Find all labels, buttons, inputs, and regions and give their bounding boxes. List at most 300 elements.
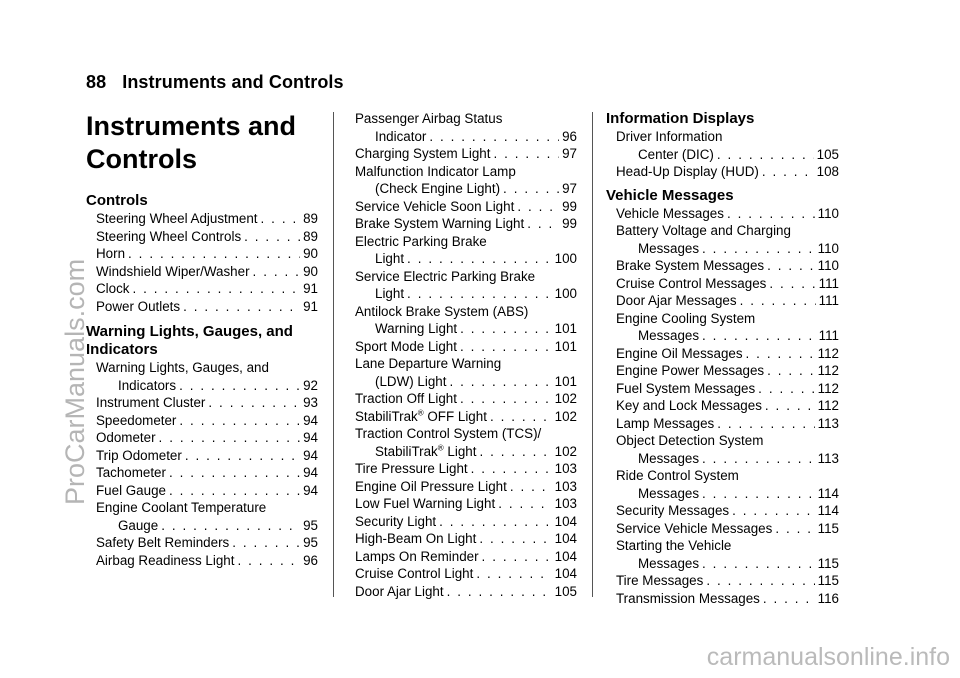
toc-entry-title-text: Indicator bbox=[375, 128, 427, 144]
toc-entry-title-text: Messages bbox=[638, 450, 700, 466]
toc-entry-title bbox=[355, 390, 457, 408]
toc-page-number: 105 bbox=[816, 146, 839, 162]
toc-page-number: 112 bbox=[817, 398, 839, 413]
toc-entry-title-text: Fuel Gauge bbox=[96, 482, 166, 498]
toc-page-number: 89 bbox=[303, 228, 318, 244]
dot-leader bbox=[763, 590, 815, 608]
toc-entry-title bbox=[638, 450, 699, 468]
toc-page-number: 116 bbox=[817, 590, 839, 606]
toc-page-number: 108 bbox=[816, 164, 839, 179]
toc-entry-title bbox=[616, 380, 755, 398]
dot-leader bbox=[447, 583, 552, 601]
toc-entry-title bbox=[355, 565, 473, 583]
toc-entry-title bbox=[96, 464, 166, 482]
running-header-title: Instruments and Controls bbox=[122, 72, 344, 92]
dot-leader bbox=[479, 443, 551, 461]
toc-page-number: 104 bbox=[554, 566, 577, 581]
toc-entry[interactable] bbox=[355, 548, 577, 566]
toc-entry[interactable] bbox=[616, 275, 839, 293]
toc-page-number: 95 bbox=[303, 535, 318, 550]
toc-entry-title bbox=[375, 180, 500, 198]
toc-entry-title-text: Cruise Control Light bbox=[355, 566, 474, 581]
toc-entry-title bbox=[355, 530, 476, 548]
dot-leader bbox=[746, 345, 815, 363]
toc-entry[interactable] bbox=[96, 412, 318, 430]
toc-entry[interactable] bbox=[616, 432, 839, 467]
toc-entry-title bbox=[96, 552, 234, 570]
toc-entry[interactable] bbox=[96, 245, 318, 263]
section-heading-warning-lights: Warning Lights, Gauges, and Indicators bbox=[86, 323, 293, 358]
toc-page-number: 100 bbox=[554, 251, 577, 266]
toc-page-number: 112 bbox=[817, 345, 839, 361]
dot-leader bbox=[476, 565, 551, 583]
toc-entry[interactable] bbox=[616, 520, 839, 538]
dot-leader bbox=[702, 555, 815, 573]
dot-leader bbox=[179, 377, 300, 395]
toc-entry-title bbox=[355, 495, 495, 513]
toc-entry-title-text: Engine Power Messages bbox=[616, 363, 765, 378]
toc-entry-title-text: Clock bbox=[96, 281, 130, 296]
toc-entry-title-suffix: Light bbox=[443, 443, 477, 459]
toc-entry-title bbox=[616, 292, 737, 310]
toc-entry-title-text: Charging System Light bbox=[355, 146, 491, 161]
toc-entry-title bbox=[96, 228, 241, 246]
toc-entry[interactable] bbox=[355, 268, 577, 303]
toc-entry-title bbox=[355, 460, 468, 478]
dot-leader bbox=[449, 373, 551, 391]
toc-entry-title bbox=[375, 373, 446, 391]
toc-entry-title bbox=[616, 163, 759, 181]
toc-entry-title-lead: Traction Control System (TCS)/ bbox=[355, 426, 542, 441]
toc-entry-continuation bbox=[616, 555, 839, 573]
toc-entry[interactable] bbox=[355, 110, 577, 145]
dot-leader bbox=[132, 280, 300, 298]
dot-leader bbox=[767, 257, 815, 275]
toc-entry-title-lead: Driver Information bbox=[616, 129, 723, 144]
toc-page-number: 104 bbox=[554, 531, 577, 546]
toc-entry[interactable] bbox=[355, 355, 577, 390]
toc-page-number: 103 bbox=[554, 461, 577, 476]
toc-entry[interactable] bbox=[96, 447, 318, 465]
dot-leader bbox=[717, 146, 814, 164]
toc-entry-title-text: Head-Up Display (HUD) bbox=[616, 164, 759, 179]
toc-entry-title bbox=[96, 412, 176, 430]
registered-mark: ® bbox=[417, 408, 424, 418]
toc-page-number: 115 bbox=[817, 573, 839, 588]
toc-entry[interactable] bbox=[355, 303, 577, 338]
toc-entry-title bbox=[375, 443, 476, 461]
toc-entry-title bbox=[616, 362, 764, 380]
toc-list-indicators bbox=[355, 110, 577, 600]
toc-entry-title-text: Security Light bbox=[355, 513, 437, 529]
toc-entry-title bbox=[616, 590, 760, 608]
toc-entry[interactable] bbox=[96, 552, 318, 570]
toc-entry-title bbox=[96, 245, 125, 263]
section-heading-controls: Controls bbox=[86, 192, 148, 209]
toc-entry[interactable] bbox=[616, 128, 839, 163]
toc-page-number: 112 bbox=[817, 363, 839, 378]
side-watermark: ProCarManuals.com bbox=[60, 258, 90, 505]
toc-entry-title-lead: Passenger Airbag Status bbox=[355, 111, 503, 126]
toc-page-number: 110 bbox=[817, 258, 839, 273]
toc-entry-title-text: Indicators bbox=[118, 377, 177, 393]
toc-entry-title bbox=[616, 345, 743, 363]
toc-entry-title bbox=[616, 257, 764, 275]
toc-entry[interactable] bbox=[616, 415, 839, 433]
toc-entry[interactable] bbox=[616, 205, 839, 223]
toc-entry-title bbox=[355, 338, 457, 356]
toc-entry-title-lead: Battery Voltage and Charging bbox=[616, 223, 791, 238]
dot-leader bbox=[498, 495, 551, 513]
toc-entry[interactable] bbox=[355, 198, 577, 216]
toc-entry-title-text: Security Messages bbox=[616, 503, 730, 518]
dot-leader bbox=[482, 548, 552, 566]
toc-entry-title-text: Light bbox=[375, 251, 405, 266]
toc-entry[interactable] bbox=[616, 502, 839, 520]
toc-entry[interactable] bbox=[355, 460, 577, 478]
running-header bbox=[86, 72, 344, 93]
toc-entry-title bbox=[375, 320, 457, 338]
dot-leader bbox=[460, 390, 552, 408]
toc-entry-title-text: Vehicle Messages bbox=[616, 205, 724, 221]
toc-page-number: 104 bbox=[554, 548, 577, 564]
toc-entry[interactable] bbox=[355, 513, 577, 531]
toc-entry-title-text: Service Vehicle Soon Light bbox=[355, 198, 515, 214]
toc-entry[interactable] bbox=[355, 390, 577, 408]
toc-page-number: 94 bbox=[303, 447, 318, 463]
toc-entry[interactable] bbox=[96, 228, 318, 246]
dot-leader bbox=[439, 513, 552, 531]
toc-entry-title-text: Cruise Control Messages bbox=[616, 275, 767, 291]
toc-page-number: 115 bbox=[817, 520, 839, 536]
toc-page-number: 94 bbox=[303, 465, 318, 480]
toc-entry[interactable] bbox=[355, 565, 577, 583]
toc-entry[interactable] bbox=[355, 408, 577, 426]
dot-leader bbox=[717, 415, 814, 433]
toc-entry-title-text: StabiliTrak bbox=[355, 408, 418, 424]
dot-leader bbox=[740, 292, 816, 310]
toc-entry-title bbox=[355, 548, 479, 566]
toc-entry-continuation bbox=[355, 180, 577, 198]
toc-entry-continuation bbox=[616, 450, 839, 468]
toc-entry[interactable] bbox=[96, 429, 318, 447]
toc-entry-title-text: Engine Oil Messages bbox=[616, 345, 743, 361]
dot-leader bbox=[429, 128, 559, 146]
toc-entry[interactable] bbox=[616, 310, 839, 345]
toc-entry-title bbox=[96, 263, 250, 281]
toc-entry-title bbox=[355, 478, 507, 496]
toc-entry-title bbox=[96, 280, 129, 298]
toc-entry-title-lead: Starting the Vehicle bbox=[616, 538, 732, 553]
toc-entry[interactable] bbox=[96, 464, 318, 482]
toc-page-number: 113 bbox=[817, 415, 839, 431]
dot-leader bbox=[493, 145, 559, 163]
toc-entry-title-text: Trip Odometer bbox=[96, 447, 182, 463]
toc-entry[interactable] bbox=[616, 345, 839, 363]
toc-entry-title bbox=[638, 485, 699, 503]
dot-leader bbox=[407, 250, 552, 268]
dot-leader bbox=[510, 478, 552, 496]
toc-entry-title-text: Service Vehicle Messages bbox=[616, 520, 773, 536]
toc-entry-title bbox=[355, 583, 444, 601]
toc-page-number: 99 bbox=[562, 198, 577, 214]
toc-entry-title-text: (Check Engine Light) bbox=[375, 181, 501, 196]
dot-leader bbox=[503, 180, 559, 198]
toc-page-number: 101 bbox=[554, 338, 577, 354]
toc-page-number: 113 bbox=[817, 450, 839, 466]
dot-leader bbox=[775, 520, 814, 538]
toc-entry[interactable] bbox=[616, 590, 839, 608]
dot-leader bbox=[727, 205, 815, 223]
toc-page-number: 101 bbox=[554, 321, 577, 336]
footer-watermark: carmanualsonline.info bbox=[706, 643, 950, 671]
toc-entry-title-text: Tachometer bbox=[96, 465, 166, 480]
toc-column-3 bbox=[606, 110, 839, 607]
dot-leader bbox=[253, 263, 301, 281]
dot-leader bbox=[460, 320, 552, 338]
toc-entry-title bbox=[638, 555, 699, 573]
toc-entry-title-text: Center (DIC) bbox=[638, 146, 714, 162]
toc-entry-title bbox=[638, 146, 714, 164]
toc-page-number: 102 bbox=[554, 443, 577, 459]
toc-column-1 bbox=[86, 192, 318, 569]
toc-entry-title-lead: Electric Parking Brake bbox=[355, 233, 487, 249]
section-heading-vehicle-messages: Vehicle Messages bbox=[606, 186, 734, 204]
toc-entry-continuation bbox=[96, 517, 318, 535]
dot-leader bbox=[237, 552, 300, 570]
toc-entry[interactable] bbox=[96, 394, 318, 412]
dot-leader bbox=[702, 450, 815, 468]
toc-entry-title bbox=[616, 397, 762, 415]
toc-entry-title-text: Engine Oil Pressure Light bbox=[355, 478, 507, 494]
toc-page-number: 96 bbox=[562, 128, 577, 144]
toc-page-number: 91 bbox=[303, 281, 318, 296]
toc-entry-title bbox=[96, 210, 258, 228]
toc-entry-title-text: Lamps On Reminder bbox=[355, 548, 479, 564]
toc-entry-continuation bbox=[355, 250, 577, 268]
toc-entry-continuation bbox=[355, 285, 577, 303]
toc-entry[interactable] bbox=[616, 380, 839, 398]
toc-entry-title-lead: Object Detection System bbox=[616, 433, 764, 448]
toc-page-number: 93 bbox=[303, 395, 318, 410]
toc-entry[interactable] bbox=[96, 263, 318, 281]
toc-entry-title-text: StabiliTrak bbox=[375, 443, 438, 459]
toc-page-number: 112 bbox=[817, 380, 839, 396]
toc-entry[interactable] bbox=[96, 280, 318, 298]
dot-leader bbox=[758, 380, 814, 398]
toc-entry-title-text: Safety Belt Reminders bbox=[96, 535, 230, 550]
dot-leader bbox=[702, 485, 815, 503]
toc-entry-title-text: Horn bbox=[96, 246, 126, 261]
toc-page-number: 105 bbox=[554, 583, 577, 599]
toc-entry-title-text: High-Beam On Light bbox=[355, 531, 477, 546]
toc-entry[interactable] bbox=[355, 338, 577, 356]
toc-entry[interactable] bbox=[616, 397, 839, 415]
toc-entry[interactable] bbox=[355, 233, 577, 268]
toc-entry-title bbox=[616, 415, 714, 433]
toc-page-number: 102 bbox=[554, 408, 577, 424]
toc-entry[interactable] bbox=[96, 210, 318, 228]
toc-entry-continuation bbox=[96, 377, 318, 395]
toc-entry-title bbox=[96, 534, 229, 552]
toc-entry-title-lead: Engine Cooling System bbox=[616, 310, 756, 326]
toc-entry-title bbox=[96, 429, 156, 447]
toc-entry-title-text: Steering Wheel Adjustment bbox=[96, 211, 258, 226]
toc-entry-title-text: Tire Messages bbox=[616, 573, 704, 588]
dot-leader bbox=[479, 530, 551, 548]
toc-entry-continuation bbox=[616, 485, 839, 503]
toc-entry-title-text: Odometer bbox=[96, 430, 156, 445]
toc-entry-title-text: Airbag Readiness Light bbox=[96, 552, 235, 568]
toc-entry-title-text: Light bbox=[375, 286, 405, 301]
page-number: 88 bbox=[86, 72, 107, 92]
toc-entry[interactable] bbox=[616, 222, 839, 257]
toc-list-vehicle-messages bbox=[606, 205, 839, 608]
toc-entry[interactable] bbox=[96, 499, 318, 534]
toc-entry-title-text: Fuel System Messages bbox=[616, 380, 756, 396]
toc-entry-title-text: Messages bbox=[638, 328, 700, 343]
toc-list-controls bbox=[86, 210, 318, 315]
toc-entry-title bbox=[616, 205, 724, 223]
dot-leader bbox=[208, 394, 300, 412]
toc-page-number: 94 bbox=[303, 482, 318, 498]
section-heading-information-displays: Information Displays bbox=[606, 110, 755, 127]
toc-entry-title-lead: Engine Coolant Temperature bbox=[96, 500, 267, 515]
dot-leader bbox=[169, 482, 300, 500]
toc-entry[interactable] bbox=[616, 257, 839, 275]
toc-entry[interactable] bbox=[355, 145, 577, 163]
toc-entry-continuation bbox=[616, 240, 839, 258]
toc-entry[interactable] bbox=[355, 495, 577, 513]
toc-page-number: 100 bbox=[554, 286, 577, 301]
toc-page-number: 89 bbox=[303, 211, 318, 226]
dot-leader bbox=[471, 460, 552, 478]
toc-entry-title bbox=[375, 128, 426, 146]
toc-entry[interactable] bbox=[355, 530, 577, 548]
toc-entry-title bbox=[616, 502, 729, 520]
toc-entry-title-text: Messages bbox=[638, 485, 700, 501]
toc-entry-title-text: Messages bbox=[638, 555, 700, 571]
toc-entry[interactable] bbox=[96, 298, 318, 316]
toc-entry-continuation bbox=[355, 373, 577, 391]
toc-entry[interactable] bbox=[616, 292, 839, 310]
toc-entry[interactable] bbox=[616, 362, 839, 380]
toc-column-2 bbox=[355, 110, 577, 600]
toc-page-number: 97 bbox=[562, 181, 577, 196]
dot-leader bbox=[183, 298, 300, 316]
toc-entry[interactable] bbox=[616, 572, 839, 590]
toc-page-number: 111 bbox=[818, 293, 839, 308]
toc-entry-title-text: Tire Pressure Light bbox=[355, 461, 468, 476]
toc-page-number: 92 bbox=[303, 377, 318, 393]
dot-leader bbox=[702, 240, 815, 258]
toc-page-number: 111 bbox=[818, 275, 839, 291]
toc-entry-title-text: Speedometer bbox=[96, 412, 177, 428]
toc-page-number: 90 bbox=[303, 263, 318, 279]
toc-page-number: 110 bbox=[817, 205, 839, 221]
dot-leader bbox=[765, 397, 815, 415]
toc-entry-title-suffix: OFF Light bbox=[423, 408, 487, 424]
toc-entry-title-text: Door Ajar Light bbox=[355, 583, 444, 599]
toc-entry-title bbox=[118, 377, 176, 395]
toc-entry-continuation bbox=[355, 128, 577, 146]
dot-leader bbox=[159, 429, 301, 447]
toc-entry[interactable] bbox=[355, 583, 577, 601]
toc-entry[interactable] bbox=[616, 537, 839, 572]
toc-entry-title-lead: Ride Control System bbox=[616, 468, 739, 483]
toc-entry-title-lead: Antilock Brake System (ABS) bbox=[355, 303, 529, 319]
dot-leader bbox=[762, 163, 814, 181]
toc-page-number: 99 bbox=[562, 216, 577, 231]
toc-entry-title-text: Sport Mode Light bbox=[355, 338, 457, 354]
dot-leader bbox=[244, 228, 300, 246]
toc-list-warning-lights bbox=[86, 359, 318, 569]
toc-entry[interactable] bbox=[616, 467, 839, 502]
toc-entry-title-lead: Malfunction Indicator Lamp bbox=[355, 163, 516, 179]
toc-page-number: 110 bbox=[817, 240, 839, 256]
toc-page-number: 97 bbox=[562, 146, 577, 161]
toc-entry-continuation bbox=[355, 320, 577, 338]
toc-entry[interactable] bbox=[355, 478, 577, 496]
dot-leader bbox=[161, 517, 300, 535]
toc-entry[interactable] bbox=[616, 163, 839, 181]
toc-entry-title bbox=[355, 215, 524, 233]
page-title: Instruments and Controls bbox=[86, 111, 297, 174]
toc-page-number: 96 bbox=[303, 552, 318, 568]
toc-page-number: 95 bbox=[303, 517, 318, 533]
toc-entry-title-text: Instrument Cluster bbox=[96, 395, 206, 410]
toc-entry-title-text: Low Fuel Warning Light bbox=[355, 496, 496, 511]
toc-entry-title bbox=[638, 327, 699, 345]
toc-entry[interactable] bbox=[355, 215, 577, 233]
toc-entry[interactable] bbox=[355, 163, 577, 198]
toc-entry-title-text: Traction Off Light bbox=[355, 391, 457, 406]
toc-entry[interactable] bbox=[96, 534, 318, 552]
toc-entry-title-text: Steering Wheel Controls bbox=[96, 228, 242, 244]
toc-entry-title-text: Power Outlets bbox=[96, 298, 181, 314]
dot-leader bbox=[128, 245, 300, 263]
toc-entry-title-text: Door Ajar Messages bbox=[616, 293, 737, 308]
dot-leader bbox=[460, 338, 552, 356]
toc-entry-title bbox=[375, 250, 404, 268]
toc-entry-title bbox=[355, 198, 514, 216]
dot-leader bbox=[706, 572, 814, 590]
toc-page-number: 94 bbox=[303, 430, 318, 445]
toc-entry[interactable] bbox=[355, 425, 577, 460]
toc-entry-title-text: Windshield Wiper/Washer bbox=[96, 263, 250, 279]
toc-page-number: 114 bbox=[817, 503, 839, 518]
toc-entry[interactable] bbox=[96, 482, 318, 500]
toc-entry-title-lead: Warning Lights, Gauges, and bbox=[96, 360, 269, 375]
toc-entry-title bbox=[96, 447, 182, 465]
dot-leader bbox=[517, 198, 559, 216]
toc-entry-title-text: Warning Light bbox=[375, 321, 458, 336]
dot-leader bbox=[179, 412, 300, 430]
toc-entry-title bbox=[616, 572, 703, 590]
registered-mark: ® bbox=[437, 443, 444, 453]
toc-entry-title-text: Brake System Messages bbox=[616, 258, 765, 273]
toc-page-number: 103 bbox=[554, 496, 577, 511]
toc-entry[interactable] bbox=[96, 359, 318, 394]
toc-page-number: 102 bbox=[554, 391, 577, 406]
toc-entry-title-lead: Lane Departure Warning bbox=[355, 356, 502, 371]
toc-entry-title bbox=[355, 145, 490, 163]
column-divider bbox=[592, 112, 593, 597]
toc-entry-title bbox=[96, 482, 166, 500]
dot-leader bbox=[169, 464, 300, 482]
toc-entry-title bbox=[355, 408, 487, 426]
toc-page-number: 115 bbox=[817, 555, 839, 571]
